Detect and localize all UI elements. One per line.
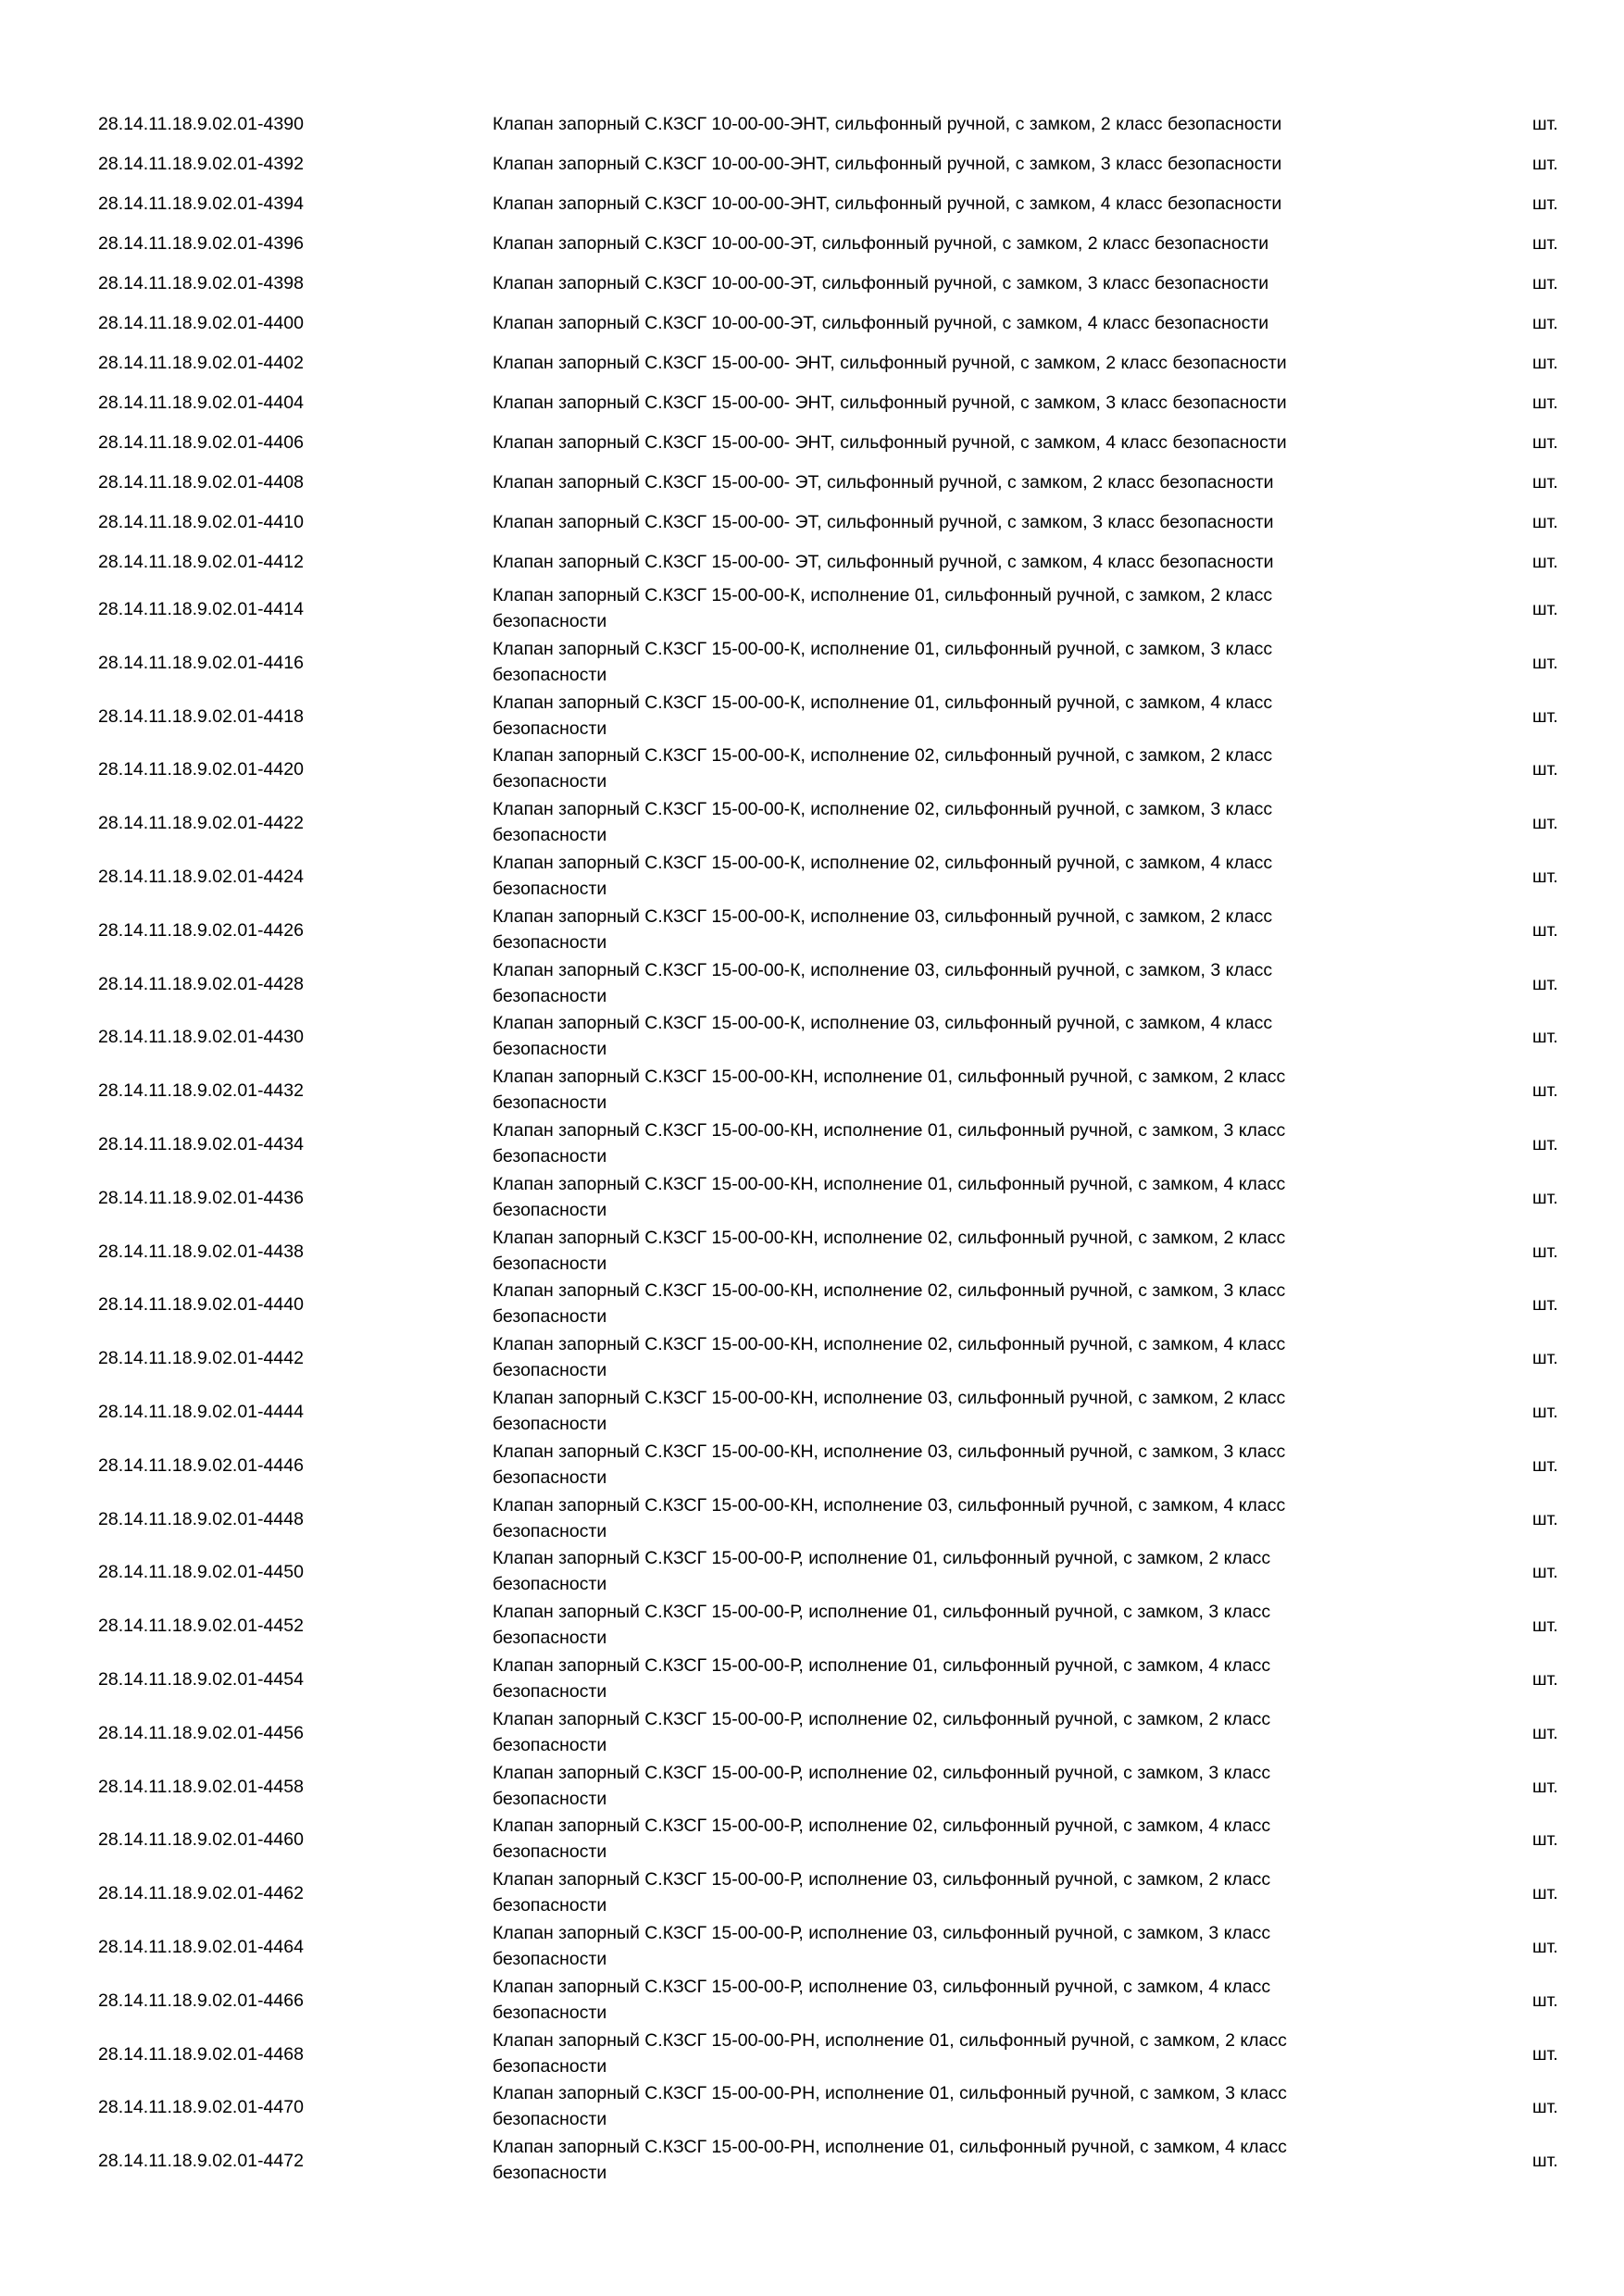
item-name: Клапан запорный С.КЗСГ 15-00-00-КН, исполнение 02, сильфонный ручной, с замком, 4 класс безопасности bbox=[493, 1334, 1286, 1381]
item-code: 28.14.11.18.9.02.01-4458 bbox=[98, 1776, 304, 1797]
item-code: 28.14.11.18.9.02.01-4472 bbox=[98, 2151, 304, 2172]
table-row bbox=[0, 1064, 1624, 1117]
item-code: 28.14.11.18.9.02.01-4416 bbox=[98, 652, 304, 673]
table-row bbox=[0, 1385, 1624, 1439]
item-name: Клапан запорный С.КЗСГ 15-00-00-Р, исполнение 03, сильфонный ручной, с замком, 4 класс безопасности bbox=[493, 1976, 1271, 2023]
item-unit: шт. bbox=[1532, 1187, 1558, 1208]
item-name: Клапан запорный С.КЗСГ 15-00-00-КН, исполнение 01, сильфонный ручной, с замком, 2 класс безопасности bbox=[493, 1067, 1286, 1114]
item-name: Клапан запорный С.КЗСГ 15-00-00-Р, исполнение 02, сильфонный ручной, с замком, 3 класс безопасности bbox=[493, 1762, 1271, 1809]
table-row bbox=[0, 904, 1624, 957]
item-unit: шт. bbox=[1532, 705, 1558, 727]
table-row bbox=[0, 2080, 1624, 2134]
item-unit: шт. bbox=[1532, 973, 1558, 994]
item-unit: шт. bbox=[1532, 313, 1558, 333]
item-code: 28.14.11.18.9.02.01-4392 bbox=[98, 154, 304, 174]
item-code: 28.14.11.18.9.02.01-4466 bbox=[98, 1990, 304, 2011]
item-name: Клапан запорный С.КЗСГ 15-00-00-Р, исполнение 02, сильфонный ручной, с замком, 2 класс безопасности bbox=[493, 1708, 1271, 1755]
item-unit: шт. bbox=[1532, 1508, 1558, 1529]
item-unit: шт. bbox=[1532, 154, 1558, 174]
item-name: Клапан запорный С.КЗСГ 15-00-00-КН, исполнение 03, сильфонный ручной, с замком, 4 класс безопасности bbox=[493, 1494, 1286, 1541]
table-row bbox=[0, 1171, 1624, 1225]
table-row bbox=[0, 957, 1624, 1011]
item-code: 28.14.11.18.9.02.01-4436 bbox=[98, 1187, 304, 1208]
item-code: 28.14.11.18.9.02.01-4420 bbox=[98, 759, 304, 780]
item-code: 28.14.11.18.9.02.01-4418 bbox=[98, 705, 304, 727]
item-name: Клапан запорный С.КЗСГ 10-00-00-ЭНТ, сильфонный ручной, с замком, 3 класс безопасности bbox=[493, 154, 1282, 174]
item-unit: шт. bbox=[1532, 193, 1558, 214]
item-code: 28.14.11.18.9.02.01-4406 bbox=[98, 432, 304, 453]
table-row bbox=[0, 1117, 1624, 1171]
item-name: Клапан запорный С.КЗСГ 15-00-00-РН, исполнение 01, сильфонный ручной, с замком, 2 класс безопасности bbox=[493, 2029, 1287, 2077]
item-code: 28.14.11.18.9.02.01-4396 bbox=[98, 233, 304, 254]
item-name: Клапан запорный С.КЗСГ 15-00-00-Р, исполнение 03, сильфонный ручной, с замком, 2 класс безопасности bbox=[493, 1869, 1271, 1916]
item-code: 28.14.11.18.9.02.01-4432 bbox=[98, 1080, 304, 1102]
item-unit: шт. bbox=[1532, 512, 1558, 532]
item-unit: шт. bbox=[1532, 2043, 1558, 2065]
item-unit: шт. bbox=[1532, 1829, 1558, 1851]
item-unit: шт. bbox=[1532, 1133, 1558, 1154]
table-row bbox=[0, 2028, 1624, 2081]
item-name: Клапан запорный С.КЗСГ 15-00-00-Р, исполнение 02, сильфонный ручной, с замком, 4 класс безопасности bbox=[493, 1816, 1271, 1863]
item-code: 28.14.11.18.9.02.01-4456 bbox=[98, 1722, 304, 1743]
table-row bbox=[0, 343, 1624, 383]
item-code: 28.14.11.18.9.02.01-4470 bbox=[98, 2097, 304, 2118]
table-row bbox=[0, 2134, 1624, 2188]
item-name: Клапан запорный С.КЗСГ 10-00-00-ЭТ, сильфонный ручной, с замком, 3 класс безопасности bbox=[493, 273, 1269, 293]
table-row bbox=[0, 1974, 1624, 2028]
item-code: 28.14.11.18.9.02.01-4468 bbox=[98, 2043, 304, 2065]
table-row bbox=[0, 582, 1624, 636]
item-name: Клапан запорный С.КЗСГ 15-00-00- ЭНТ, сильфонный ручной, с замком, 4 класс безопасности bbox=[493, 432, 1287, 453]
item-code: 28.14.11.18.9.02.01-4412 bbox=[98, 552, 304, 572]
item-unit: шт. bbox=[1532, 1401, 1558, 1422]
item-name: Клапан запорный С.КЗСГ 15-00-00-К, исполнение 02, сильфонный ручной, с замком, 2 класс безопасности bbox=[493, 745, 1273, 792]
table-row bbox=[0, 224, 1624, 264]
item-unit: шт. bbox=[1532, 1990, 1558, 2011]
item-code: 28.14.11.18.9.02.01-4408 bbox=[98, 472, 304, 493]
item-unit: шт. bbox=[1532, 1241, 1558, 1262]
table-row bbox=[0, 742, 1624, 796]
item-unit: шт. bbox=[1532, 919, 1558, 941]
item-name: Клапан запорный С.КЗСГ 15-00-00-К, исполнение 01, сильфонный ручной, с замком, 3 класс безопасности bbox=[493, 638, 1273, 685]
item-name: Клапан запорный С.КЗСГ 15-00-00-РН, исполнение 01, сильфонный ручной, с замком, 3 класс безопасности bbox=[493, 2083, 1287, 2130]
item-code: 28.14.11.18.9.02.01-4454 bbox=[98, 1668, 304, 1690]
item-code: 28.14.11.18.9.02.01-4422 bbox=[98, 813, 304, 834]
table-row bbox=[0, 1545, 1624, 1599]
table-row bbox=[0, 1706, 1624, 1760]
item-unit: шт. bbox=[1532, 2097, 1558, 2118]
item-code: 28.14.11.18.9.02.01-4390 bbox=[98, 114, 304, 134]
item-name: Клапан запорный С.КЗСГ 15-00-00- ЭТ, сильфонный ручной, с замком, 4 класс безопасности bbox=[493, 552, 1274, 572]
item-unit: шт. bbox=[1532, 1454, 1558, 1476]
item-code: 28.14.11.18.9.02.01-4442 bbox=[98, 1348, 304, 1369]
item-unit: шт. bbox=[1532, 1616, 1558, 1637]
item-code: 28.14.11.18.9.02.01-4462 bbox=[98, 1883, 304, 1904]
item-code: 28.14.11.18.9.02.01-4452 bbox=[98, 1616, 304, 1637]
table-row bbox=[0, 1331, 1624, 1385]
item-code: 28.14.11.18.9.02.01-4444 bbox=[98, 1401, 304, 1422]
item-unit: шт. bbox=[1532, 393, 1558, 413]
item-unit: шт. bbox=[1532, 233, 1558, 254]
table-row bbox=[0, 383, 1624, 423]
table-row bbox=[0, 1225, 1624, 1279]
item-name: Клапан запорный С.КЗСГ 10-00-00-ЭНТ, сильфонный ручной, с замком, 2 класс безопасности bbox=[493, 114, 1282, 134]
table-row bbox=[0, 503, 1624, 543]
item-name: Клапан запорный С.КЗСГ 15-00-00-К, исполнение 02, сильфонный ручной, с замком, 3 класс безопасности bbox=[493, 799, 1273, 846]
item-unit: шт. bbox=[1532, 1294, 1558, 1316]
item-code: 28.14.11.18.9.02.01-4404 bbox=[98, 393, 304, 413]
item-name: Клапан запорный С.КЗСГ 10-00-00-ЭТ, сильфонный ручной, с замком, 2 класс безопасности bbox=[493, 233, 1269, 254]
item-unit: шт. bbox=[1532, 813, 1558, 834]
item-unit: шт. bbox=[1532, 273, 1558, 293]
item-code: 28.14.11.18.9.02.01-4440 bbox=[98, 1294, 304, 1316]
item-code: 28.14.11.18.9.02.01-4464 bbox=[98, 1936, 304, 1957]
item-name: Клапан запорный С.КЗСГ 15-00-00-Р, исполнение 01, сильфонный ручной, с замком, 4 класс безопасности bbox=[493, 1654, 1271, 1702]
item-code: 28.14.11.18.9.02.01-4402 bbox=[98, 353, 304, 373]
table-row bbox=[0, 1866, 1624, 1920]
item-name: Клапан запорный С.КЗСГ 15-00-00-РН, исполнение 01, сильфонный ручной, с замком, 4 класс безопасности bbox=[493, 2137, 1287, 2184]
table-row bbox=[0, 144, 1624, 184]
item-unit: шт. bbox=[1532, 432, 1558, 453]
table-row bbox=[0, 105, 1624, 144]
item-name: Клапан запорный С.КЗСГ 15-00-00-КН, исполнение 03, сильфонный ручной, с замком, 2 класс безопасности bbox=[493, 1387, 1286, 1434]
item-name: Клапан запорный С.КЗСГ 15-00-00- ЭНТ, сильфонный ручной, с замком, 3 класс безопасности bbox=[493, 393, 1287, 413]
table-row bbox=[0, 1010, 1624, 1064]
table-row bbox=[0, 264, 1624, 304]
item-code: 28.14.11.18.9.02.01-4446 bbox=[98, 1454, 304, 1476]
item-name: Клапан запорный С.КЗСГ 15-00-00-КН, исполнение 03, сильфонный ручной, с замком, 3 класс безопасности bbox=[493, 1441, 1286, 1488]
item-name: Клапан запорный С.КЗСГ 15-00-00-К, исполнение 03, сильфонный ручной, с замком, 4 класс безопасности bbox=[493, 1013, 1273, 1060]
item-unit: шт. bbox=[1532, 1562, 1558, 1583]
item-name: Клапан запорный С.КЗСГ 10-00-00-ЭНТ, сильфонный ручной, с замком, 4 класс безопасности bbox=[493, 193, 1282, 214]
item-unit: шт. bbox=[1532, 759, 1558, 780]
item-unit: шт. bbox=[1532, 353, 1558, 373]
item-code: 28.14.11.18.9.02.01-4460 bbox=[98, 1829, 304, 1851]
table-row bbox=[0, 1599, 1624, 1653]
item-unit: шт. bbox=[1532, 866, 1558, 887]
item-code: 28.14.11.18.9.02.01-4410 bbox=[98, 512, 304, 532]
table-row bbox=[0, 184, 1624, 224]
item-code: 28.14.11.18.9.02.01-4394 bbox=[98, 193, 304, 214]
item-name: Клапан запорный С.КЗСГ 15-00-00- ЭНТ, сильфонный ручной, с замком, 2 класс безопасности bbox=[493, 353, 1287, 373]
item-name: Клапан запорный С.КЗСГ 15-00-00-К, исполнение 01, сильфонный ручной, с замком, 4 класс безопасности bbox=[493, 692, 1273, 739]
table-row bbox=[0, 543, 1624, 582]
table-row bbox=[0, 1653, 1624, 1706]
table-row bbox=[0, 1439, 1624, 1492]
item-name: Клапан запорный С.КЗСГ 15-00-00-К, исполнение 03, сильфонный ручной, с замком, 2 класс безопасности bbox=[493, 905, 1273, 953]
item-code: 28.14.11.18.9.02.01-4428 bbox=[98, 973, 304, 994]
table-row bbox=[0, 636, 1624, 690]
item-name: Клапан запорный С.КЗСГ 15-00-00-Р, исполнение 03, сильфонный ручной, с замком, 3 класс безопасности bbox=[493, 1922, 1271, 1969]
table-row bbox=[0, 850, 1624, 904]
item-unit: шт. bbox=[1532, 1027, 1558, 1048]
item-name: Клапан запорный С.КЗСГ 15-00-00-КН, исполнение 02, сильфонный ручной, с замком, 3 класс безопасности bbox=[493, 1280, 1286, 1328]
item-name: Клапан запорный С.КЗСГ 15-00-00-К, исполнение 03, сильфонный ручной, с замком, 3 класс безопасности bbox=[493, 959, 1273, 1006]
item-name: Клапан запорный С.КЗСГ 15-00-00-К, исполнение 02, сильфонный ручной, с замком, 4 класс безопасности bbox=[493, 852, 1273, 899]
item-code: 28.14.11.18.9.02.01-4424 bbox=[98, 866, 304, 887]
item-unit: шт. bbox=[1532, 1348, 1558, 1369]
item-name: Клапан запорный С.КЗСГ 15-00-00-К, исполнение 01, сильфонный ручной, с замком, 2 класс безопасности bbox=[493, 585, 1273, 631]
item-code: 28.14.11.18.9.02.01-4398 bbox=[98, 273, 304, 293]
table-row bbox=[0, 304, 1624, 343]
item-name: Клапан запорный С.КЗСГ 15-00-00-КН, исполнение 02, сильфонный ручной, с замком, 2 класс безопасности bbox=[493, 1227, 1286, 1274]
table-row bbox=[0, 1920, 1624, 1974]
item-code: 28.14.11.18.9.02.01-4434 bbox=[98, 1133, 304, 1154]
item-unit: шт. bbox=[1532, 1080, 1558, 1102]
item-name: Клапан запорный С.КЗСГ 15-00-00- ЭТ, сильфонный ручной, с замком, 3 класс безопасности bbox=[493, 512, 1274, 532]
item-code: 28.14.11.18.9.02.01-4430 bbox=[98, 1027, 304, 1048]
item-name: Клапан запорный С.КЗСГ 15-00-00-КН, исполнение 01, сильфонный ручной, с замком, 4 класс безопасности bbox=[493, 1173, 1286, 1220]
item-code: 28.14.11.18.9.02.01-4414 bbox=[98, 599, 304, 619]
item-name: Клапан запорный С.КЗСГ 15-00-00-Р, исполнение 01, сильфонный ручной, с замком, 2 класс безопасности bbox=[493, 1548, 1271, 1595]
table-row bbox=[0, 1760, 1624, 1814]
item-name: Клапан запорный С.КЗСГ 10-00-00-ЭТ, сильфонный ручной, с замком, 4 класс безопасности bbox=[493, 313, 1269, 333]
item-unit: шт. bbox=[1532, 552, 1558, 572]
item-unit: шт. bbox=[1532, 114, 1558, 134]
item-unit: шт. bbox=[1532, 1883, 1558, 1904]
table-row bbox=[0, 1492, 1624, 1546]
table-row bbox=[0, 796, 1624, 850]
table-row bbox=[0, 423, 1624, 463]
item-name: Клапан запорный С.КЗСГ 15-00-00- ЭТ, сильфонный ручной, с замком, 2 класс безопасности bbox=[493, 472, 1274, 493]
item-name: Клапан запорный С.КЗСГ 15-00-00-Р, исполнение 01, сильфонный ручной, с замком, 3 класс безопасности bbox=[493, 1602, 1271, 1649]
table-row bbox=[0, 690, 1624, 743]
item-name: Клапан запорный С.КЗСГ 15-00-00-КН, исполнение 01, сильфонный ручной, с замком, 3 класс безопасности bbox=[493, 1119, 1286, 1167]
item-code: 28.14.11.18.9.02.01-4448 bbox=[98, 1508, 304, 1529]
item-unit: шт. bbox=[1532, 652, 1558, 673]
item-unit: шт. bbox=[1532, 1722, 1558, 1743]
price-list-table bbox=[0, 105, 1624, 2188]
table-row bbox=[0, 1278, 1624, 1331]
item-unit: шт. bbox=[1532, 1776, 1558, 1797]
item-code: 28.14.11.18.9.02.01-4450 bbox=[98, 1562, 304, 1583]
item-unit: шт. bbox=[1532, 472, 1558, 493]
item-unit: шт. bbox=[1532, 1936, 1558, 1957]
item-code: 28.14.11.18.9.02.01-4438 bbox=[98, 1241, 304, 1262]
item-unit: шт. bbox=[1532, 1668, 1558, 1690]
item-code: 28.14.11.18.9.02.01-4426 bbox=[98, 919, 304, 941]
item-code: 28.14.11.18.9.02.01-4400 bbox=[98, 313, 304, 333]
table-row bbox=[0, 1813, 1624, 1866]
table-row bbox=[0, 463, 1624, 503]
item-unit: шт. bbox=[1532, 2151, 1558, 2172]
item-unit: шт. bbox=[1532, 599, 1558, 619]
